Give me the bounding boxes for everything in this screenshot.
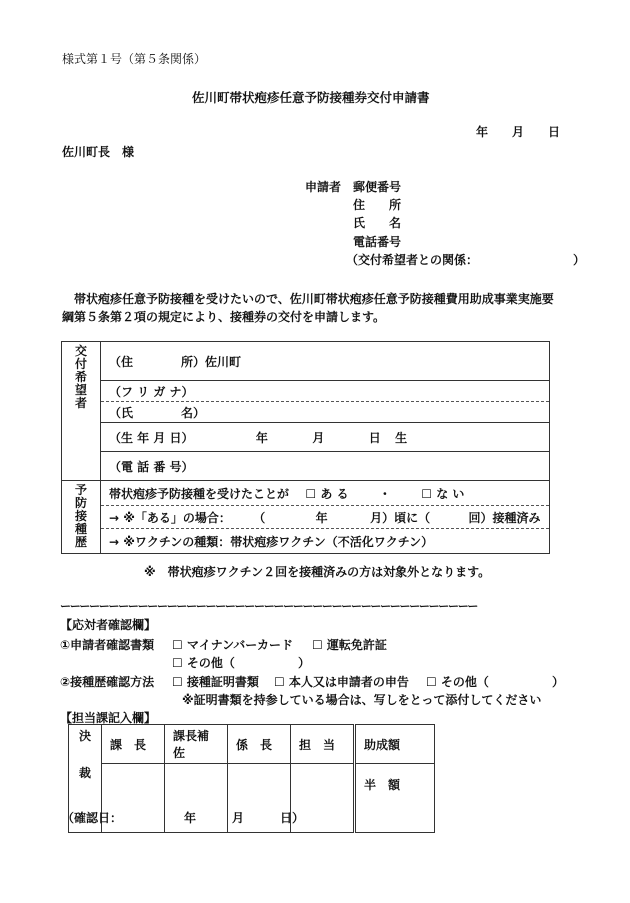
applicant-relation-close: ） bbox=[573, 253, 586, 267]
exclusion-note: ※ 帯状疱疹ワクチン２回を接種済みの方は対象外となります。 bbox=[144, 565, 491, 579]
form-number: 様式第１号（第５条関係） bbox=[62, 52, 207, 66]
approval-table bbox=[68, 724, 435, 833]
applicant-postal-label: 郵便番号 bbox=[353, 180, 402, 194]
doc-option-other[interactable]: ☐ その他（ bbox=[172, 656, 235, 670]
method-check-label: ②接種歴確認方法 bbox=[60, 675, 155, 689]
method-option-certificate[interactable]: ☐ 接種証明書類 bbox=[172, 675, 259, 689]
col-staff: 担 当 bbox=[291, 725, 355, 764]
subsidy-amount: 半 額 bbox=[355, 764, 435, 833]
method-note: ※証明書類を持参している場合は、写しをとって添付してください bbox=[182, 693, 542, 707]
confirm-date-year: 年 bbox=[184, 811, 197, 825]
birthdate-label: （生 年 月 日） bbox=[109, 430, 194, 445]
doc-option-mynumber[interactable]: ☐ マイナンバーカード bbox=[172, 638, 294, 652]
history-yes-open: （ bbox=[253, 510, 266, 525]
method-option-other[interactable]: ☐ その他（ bbox=[426, 675, 489, 689]
recipient-side-header bbox=[62, 342, 101, 481]
birthdate-year: 年 bbox=[255, 430, 268, 445]
col-section-chief: 課 長 bbox=[102, 725, 165, 764]
doc-check-label: ①申請者確認書類 bbox=[60, 638, 155, 652]
history-question-row bbox=[101, 481, 550, 506]
recipient-address-field[interactable]: （住 所）佐川町 bbox=[101, 342, 550, 381]
approval-section-title: 【担当課記入欄】 bbox=[60, 711, 157, 725]
date-year: 年 bbox=[476, 125, 489, 139]
date-month: 月 bbox=[512, 125, 525, 139]
recipient-furigana-field[interactable]: （フ リ ガ ナ） bbox=[101, 381, 550, 402]
history-side-label: 予 防 接 種 歴 bbox=[74, 483, 87, 549]
decision-top: 決 bbox=[78, 729, 91, 743]
history-yes-prefix: → ※「ある」の場合： bbox=[109, 510, 231, 525]
col-subsidy: 助成額 bbox=[355, 725, 435, 764]
document-title: 佐川町帯状疱疹任意予防接種券交付申請書 bbox=[192, 90, 430, 105]
decision-bottom: 裁 bbox=[78, 766, 91, 780]
staff-section-title: 【応対者確認欄】 bbox=[60, 618, 157, 632]
history-side-header bbox=[62, 481, 101, 554]
col-subsection-chief: 係 長 bbox=[228, 725, 291, 764]
history-yes-times: 回）接種済み bbox=[468, 510, 541, 525]
recipient-name-field[interactable]: （氏 名） bbox=[101, 402, 550, 423]
history-option-separator: ・ bbox=[378, 486, 391, 501]
history-option-no[interactable]: ☐ な い bbox=[421, 486, 465, 501]
history-yes-year: 年 bbox=[315, 510, 328, 525]
history-yes-detail-row[interactable] bbox=[101, 506, 550, 529]
applicant-name-label: 氏 名 bbox=[353, 216, 402, 230]
history-option-yes[interactable]: ☐ あ る bbox=[305, 486, 349, 501]
applicant-label: 申請者 bbox=[305, 180, 342, 194]
recipient-table bbox=[61, 341, 550, 554]
applicant-address-label: 住 所 bbox=[353, 198, 402, 212]
birthdate-month: 月 bbox=[312, 430, 325, 445]
birthdate-day: 日 bbox=[368, 430, 381, 445]
applicant-phone-label: 電話番号 bbox=[353, 235, 402, 249]
confirm-date-day: 日） bbox=[280, 811, 305, 825]
cut-line: ーーーーーーーーーーーーーーーーーーーーーーーーーーーーーーーーーーーーーーーーーーー bbox=[60, 600, 478, 613]
recipient-side-label: 交 付 希 望 者 bbox=[74, 344, 87, 410]
confirm-date-month: 月 bbox=[232, 811, 245, 825]
history-vaccine-type: → ※ワクチンの種類：帯状疱疹ワクチン（不活化ワクチン） bbox=[101, 529, 550, 554]
doc-option-other-close: ） bbox=[298, 656, 311, 670]
col-deputy-chief: 課長補佐 bbox=[165, 725, 228, 764]
confirm-date-label: （確認日： bbox=[62, 811, 123, 825]
body-line-1: 帯状疱疹任意予防接種を受けたいので、佐川町帯状疱疹任意予防接種費用助成事業実施要 bbox=[74, 292, 554, 306]
history-yes-month: 月）頃に（ bbox=[370, 510, 431, 525]
recipient-phone-field[interactable]: （電 話 番 号） bbox=[101, 452, 550, 481]
method-option-other-close: ） bbox=[552, 675, 565, 689]
birthdate-suffix: 生 bbox=[395, 430, 408, 445]
applicant-relation-label: （交付希望者との関係： bbox=[346, 253, 479, 267]
body-line-2: 綱第５条第２項の規定により、接種券の交付を申請します。 bbox=[62, 310, 386, 324]
addressee: 佐川町長 様 bbox=[62, 145, 135, 159]
recipient-birthdate-field[interactable] bbox=[101, 423, 550, 452]
date-day: 日 bbox=[548, 125, 561, 139]
history-question: 帯状疱疹予防接種を受けたことが bbox=[109, 486, 290, 501]
doc-option-license[interactable]: ☐ 運転免許証 bbox=[312, 638, 387, 652]
method-option-self-report[interactable]: ☐ 本人又は申請者の申告 bbox=[274, 675, 409, 689]
